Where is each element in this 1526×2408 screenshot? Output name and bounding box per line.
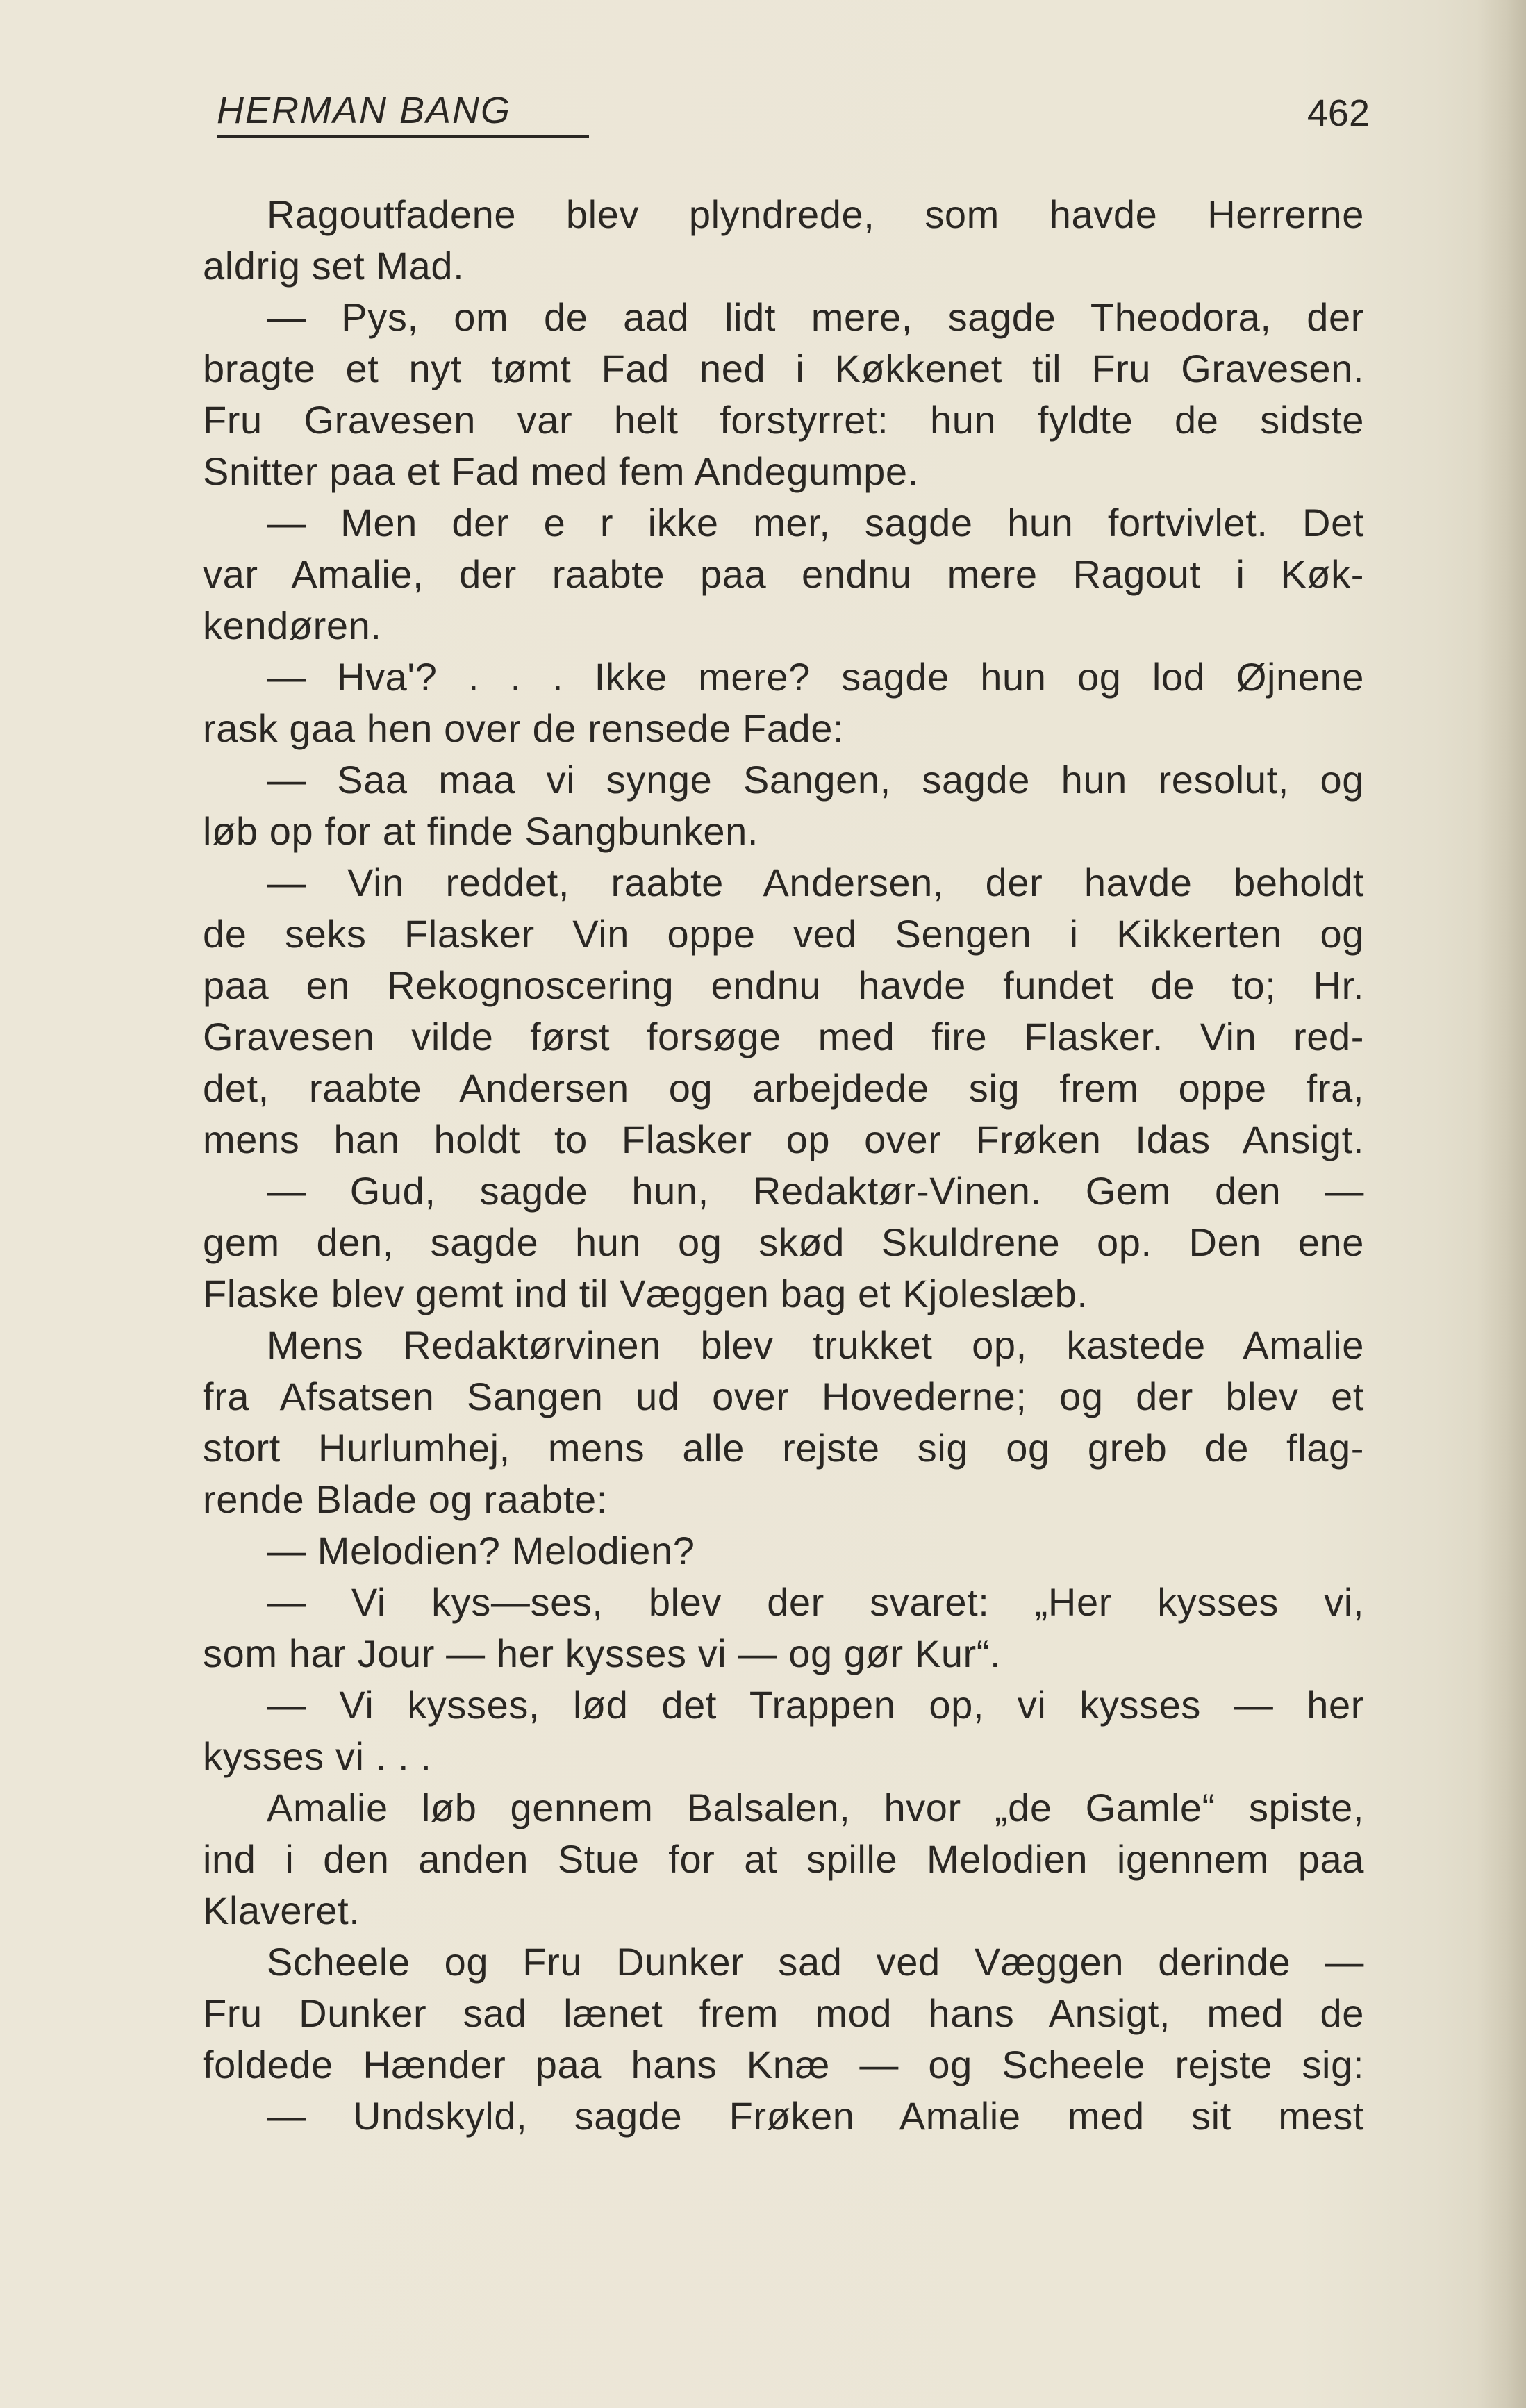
text-line: ind i den anden Stue for at spille Melodien igennem paa — [203, 1837, 1364, 1881]
text-line: kendøren. — [203, 604, 382, 647]
text-line: rask gaa hen over de rensede Fade: — [203, 706, 845, 750]
text-line: — Vi kysses, lød det Trappen op, vi kysses — her — [267, 1683, 1364, 1727]
text-line: aldrig set Mad. — [203, 244, 465, 288]
text-line: — Melodien? Melodien? — [267, 1529, 695, 1572]
text-line: Ragoutfadene blev plyndrede, som havde Herrerne — [267, 192, 1364, 236]
text-line: Gravesen vilde først forsøge med fire Flasker. Vin red- — [203, 1015, 1364, 1058]
page-number: 462 — [1307, 92, 1370, 134]
running-head: HERMAN BANG — [217, 90, 512, 131]
page-edge-shadow — [1477, 0, 1526, 2408]
text-line: rende Blade og raabte: — [203, 1477, 608, 1521]
text-line: Klaveret. — [203, 1888, 360, 1932]
text-line: Snitter paa et Fad med fem Andegumpe. — [203, 449, 919, 493]
page-header — [217, 82, 1370, 144]
running-head-underline — [217, 135, 589, 138]
text-line: — Gud, sagde hun, Redaktør-Vinen. Gem den — — [267, 1169, 1364, 1213]
text-line: — Saa maa vi synge Sangen, sagde hun resolut, og — [267, 758, 1364, 802]
text-line: — Vi kys—ses, blev der svaret: „Her kysses vi, — [267, 1580, 1364, 1624]
text-line: — Undskyld, sagde Frøken Amalie med sit mest — [267, 2094, 1364, 2138]
text-line: Flaske blev gemt ind til Væggen bag et Kjoleslæb. — [203, 1272, 1088, 1315]
text-line: det, raabte Andersen og arbejdede sig frem oppe fra, — [203, 1066, 1364, 1110]
text-line: Amalie løb gennem Balsalen, hvor „de Gamle“ spiste, — [267, 1786, 1364, 1829]
text-line: gem den, sagde hun og skød Skuldrene op. Den ene — [203, 1220, 1364, 1264]
text-line: — Pys, om de aad lidt mere, sagde Theodora, der — [267, 295, 1364, 339]
text-line: som har Jour — her kysses vi — og gør Kur“. — [203, 1631, 1002, 1675]
text-line: — Vin reddet, raabte Andersen, der havde beholdt — [267, 861, 1364, 904]
text-line: Fru Gravesen var helt forstyrret: hun fyldte de sidste — [203, 398, 1364, 442]
text-line: foldede Hænder paa hans Knæ — og Scheele rejste sig: — [203, 2043, 1364, 2086]
text-line: løb op for at finde Sangbunken. — [203, 809, 759, 853]
text-line: — Men der e r ikke mer, sagde hun fortvivlet. Det — [267, 501, 1364, 545]
text-line: stort Hurlumhej, mens alle rejste sig og greb de flag- — [203, 1426, 1364, 1470]
body-text — [203, 189, 1364, 2142]
text-line: kysses vi . . . — [203, 1734, 432, 1778]
text-line: Fru Dunker sad lænet frem mod hans Ansigt, med de — [203, 1991, 1364, 2035]
text-line: fra Afsatsen Sangen ud over Hovederne; og der blev et — [203, 1375, 1364, 1418]
text-line: de seks Flasker Vin oppe ved Sengen i Kikkerten og — [203, 912, 1364, 956]
text-line: paa en Rekognoscering endnu havde fundet de to; Hr. — [203, 963, 1364, 1007]
text-line: var Amalie, der raabte paa endnu mere Ragout i Køk- — [203, 552, 1364, 596]
text-line: mens han holdt to Flasker op over Frøken Idas Ansigt. — [203, 1118, 1364, 1161]
text-line: bragte et nyt tømt Fad ned i Køkkenet til Fru Gravesen. — [203, 347, 1364, 390]
text-line: Mens Redaktørvinen blev trukket op, kastede Amalie — [267, 1323, 1364, 1367]
text-line: — Hva'? . . . Ikke mere? sagde hun og lod Øjnene — [267, 655, 1364, 699]
text-line: Scheele og Fru Dunker sad ved Væggen derinde — — [267, 1940, 1364, 1984]
